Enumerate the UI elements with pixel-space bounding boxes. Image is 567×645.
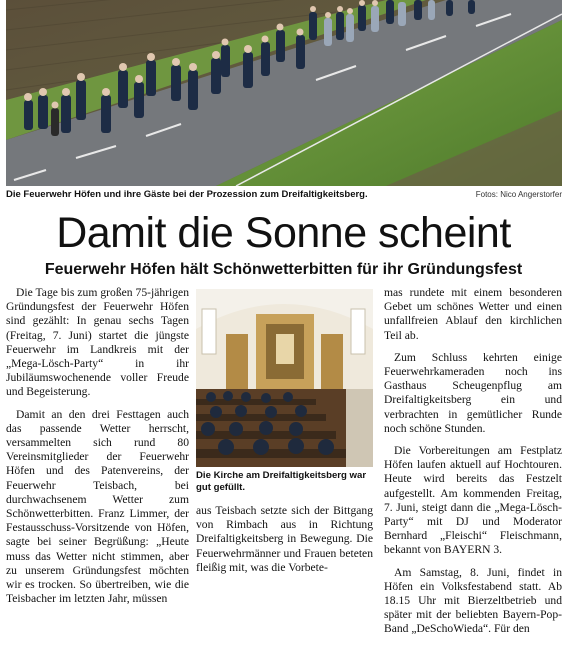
church-photo-illustration (196, 289, 373, 467)
photo-credit: Fotos: Nico Angerstorfer (475, 190, 562, 199)
top-photo-caption (6, 189, 562, 203)
article-headline: Damit die Sonne scheint (56, 209, 511, 257)
church-photo (196, 289, 373, 467)
paragraph: Am Samstag, 8. Juni, findet in Höfen ein Volksfestabend statt. Ab 18.15 Uhr mit Bierzeltbetrieb und später mit der beliebten Bayern-Pop-Band „DeSchoWieda“. Für den (384, 565, 562, 636)
paragraph: mas rundete mit einem besonderen Gebet um schönes Wetter und einen unfallfreien Ablauf den kirchlichen Teil ab. (384, 286, 562, 342)
article-subheadline: Feuerwehr Höfen hält Schönwetterbitten für ihr Gründungsfest (44, 261, 523, 278)
procession-photo-illustration (6, 0, 562, 186)
top-photo-caption-text: Die Feuerwehr Höfen und ihre Gäste bei der Prozession zum Dreifaltigkeitsberg. (6, 189, 368, 200)
procession-photo (6, 0, 562, 186)
paragraph: Die Tage bis zum großen 75-jährigen Gründungsfest der Feuerwehr Höfen sind gezählt: In genau sechs Tagen (Freitag, 7. Juni) startet die jüngste Feuerwehr im Landkreis mit der „Mega-Lösch-Party“ in ihr Jubiläumswochenende voller Freude und Begeisterung. (6, 286, 189, 399)
paragraph: Zum Schluss kehrten einige Feuerwehrkameraden noch ins Gasthaus Scheugenpflug am Dreifaltigkeitsberg ein und verbrachten in gemütlicher Runde noch schöne Stunden. (384, 350, 562, 435)
paragraph: aus Teisbach setzte sich der Bittgang von Rimbach aus in Richtung Dreifaltigkeitsberg in Bewegung. Die Feuerwehrmänner und Frauen beteten fleißig mit, was die Vorbete- (196, 504, 373, 574)
article-column-1 (6, 286, 189, 614)
paragraph: Damit an den drei Festtagen auch das passende Wetter herrscht, versammelten sich rund 80 Vereinsmitglieder der Feuerwehr Höfen und des Patenvereins, der Feuerwehr Teisbach, bei durchwachsenem Wetter zum Schönwetterbitten. Franz Limmer, der Festausschuss-Vorsitzende von Höfen, sagte bei seiner Begrüßung: „Heute muss das Wetter nicht stimmen, aber zu unserem Gründungsfest möchten wir es trocken. So übertreiben, wie die Teisbacher im letzten Jahr, müssen (6, 407, 189, 606)
paragraph: Die Vorbereitungen am Festplatz Höfen laufen aktuell auf Hochtouren. Heute wird bereits das Festzelt aufgestellt. Am kommenden Freitag, 7. Juni, steigt dann die „Mega-Lösch-Party“ mit DJ und Moderator Bernhard „Fleischi“ Fleischmann, bekannt von BAYERN 3. (384, 444, 562, 557)
article-column-3 (384, 286, 562, 645)
church-photo-caption: Die Kirche am Dreifaltigkeitsberg war gut gefüllt. (196, 470, 367, 493)
article-column-2 (196, 504, 373, 583)
